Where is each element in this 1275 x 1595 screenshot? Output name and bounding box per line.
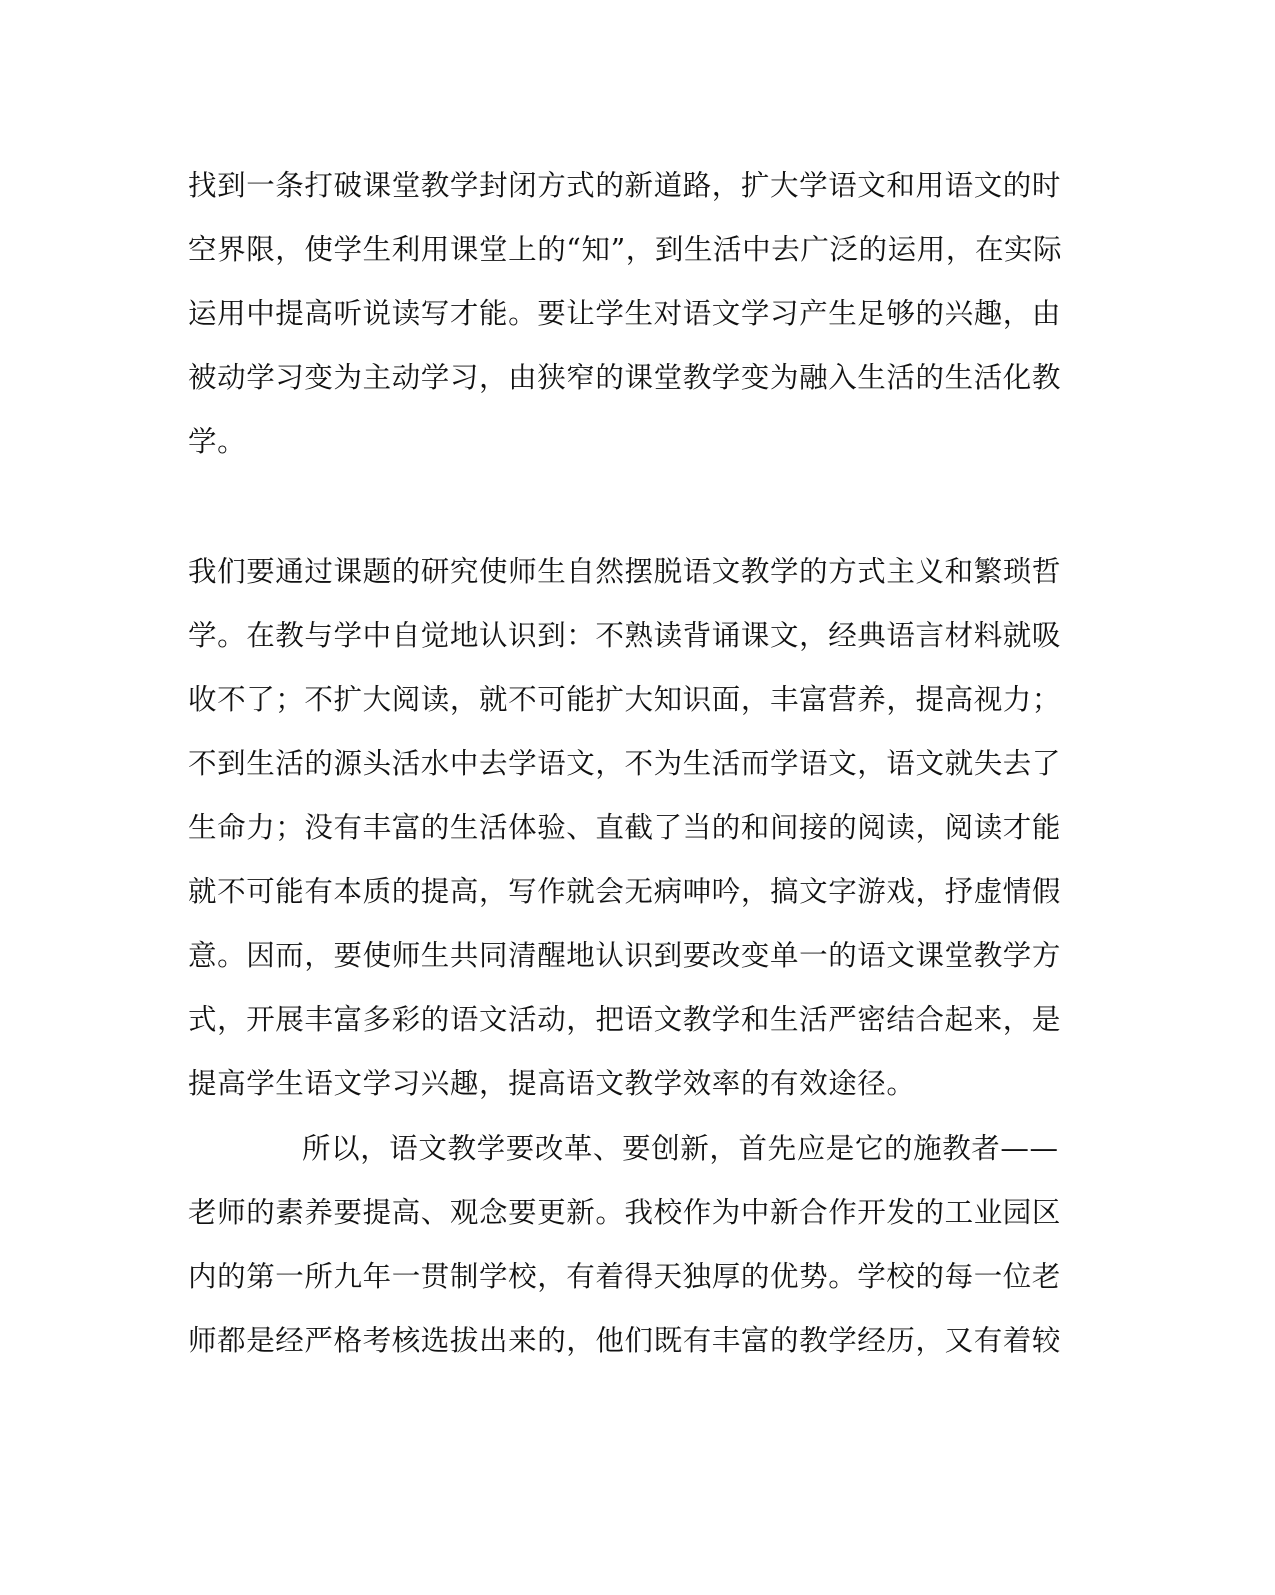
paragraph-1	[188, 154, 1063, 474]
paragraph-line: 生命力；没有丰富的生活体验、直截了当的和间接的阅读，阅读才能	[188, 811, 1062, 844]
paragraph-line: 被动学习变为主动学习，由狭窄的课堂教学变为融入生活的生活化教	[188, 361, 1062, 394]
paragraph-line: 师都是经严格考核选拔出来的，他们既有丰富的教学经历，又有着较	[188, 1324, 1062, 1357]
paragraph-line: 收不了；不扩大阅读，就不可能扩大知识面，丰富营养，提高视力；	[188, 683, 1062, 716]
paragraph-line: 学。在教与学中自觉地认识到：不熟读背诵课文，经典语言材料就吸	[188, 619, 1062, 652]
paragraph-line: 找到一条打破课堂教学封闭方式的新道路，扩大学语文和用语文的时	[188, 169, 1062, 202]
paragraph-line: 老师的素养要提高、观念要更新。我校作为中新合作开发的工业园区	[188, 1196, 1062, 1229]
paragraph-line: 就不可能有本质的提高，写作就会无病呻吟，搞文字游戏，抒虚情假	[188, 875, 1062, 908]
paragraph-3	[188, 1117, 1062, 1373]
paragraph-line: 运用中提高听说读写才能。要让学生对语文学习产生足够的兴趣，由	[188, 297, 1062, 330]
paragraph-line: 空界限，使学生利用课堂上的“知”，到生活中去广泛的运用，在实际	[188, 233, 1063, 266]
paragraph-line: 我们要通过课题的研究使师生自然摆脱语文教学的方式主义和繁琐哲	[188, 555, 1062, 588]
paragraph-line: 内的第一所九年一贯制学校，有着得天独厚的优势。学校的每一位老	[188, 1260, 1062, 1293]
paragraph-2	[188, 540, 1062, 1116]
paragraph-line: 式，开展丰富多彩的语文活动，把语文教学和生活严密结合起来，是	[188, 1003, 1062, 1036]
paragraph-line: 学。	[188, 425, 247, 458]
paragraph-line: 提高学生语文学习兴趣，提高语文教学效率的有效途径。	[188, 1067, 916, 1100]
paragraph-line: 不到生活的源头活水中去学语文，不为生活而学语文，语文就失去了	[188, 747, 1062, 780]
paragraph-line-text: 所以，语文教学要改革、要创新，首先应是它的施教者——	[302, 1132, 1059, 1165]
paragraph-line-indented	[188, 1117, 1059, 1181]
paragraph-line: 意。因而，要使师生共同清醒地认识到要改变单一的语文课堂教学方	[188, 939, 1062, 972]
